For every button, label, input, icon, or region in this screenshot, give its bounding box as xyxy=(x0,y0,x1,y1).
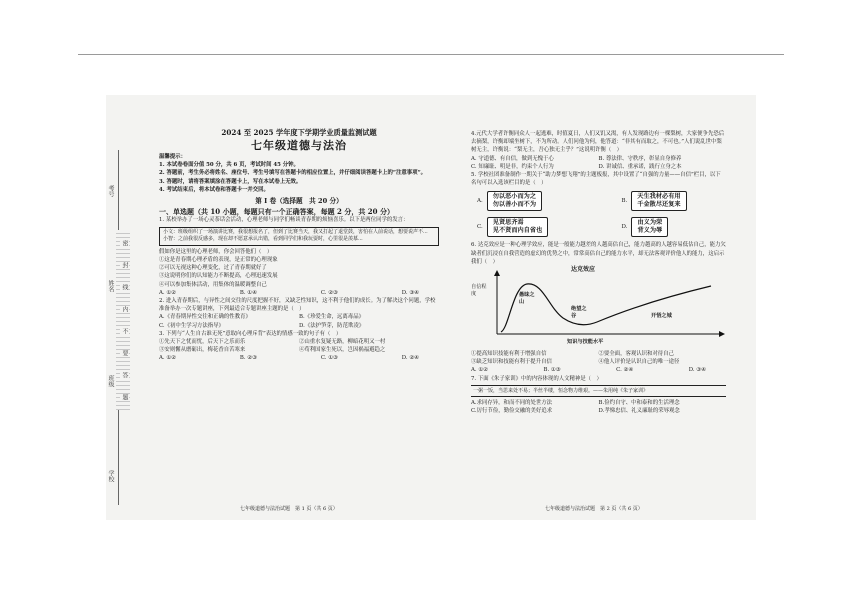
seal-dotted-band xyxy=(116,230,130,410)
q5-option-a xyxy=(477,191,582,211)
valley-label: 绝望之谷 xyxy=(571,306,587,320)
quote-line: 见不贤而内自省也 xyxy=(492,227,543,235)
option-letter: A. xyxy=(477,198,483,205)
option: C. ①③ xyxy=(320,355,338,362)
q3-item: ③安则懈从磨砺出，梅花香自苦寒来 xyxy=(159,347,246,354)
note-line: 2. 答题前，考生务必将姓名、座位号、考生号填写在答题卡的相应位置上，并仔细阅读答题卡上的“注意事项”。 xyxy=(159,170,427,177)
q4-options-row xyxy=(471,163,726,171)
option: C. ②④ xyxy=(616,367,634,374)
q6-items-row xyxy=(471,358,726,366)
q7-options-row xyxy=(471,399,726,407)
option: A.《青春期异性交往和正确的性教育》 xyxy=(159,314,251,321)
exam-title: 2024 至 2025 学年度下学期学业质量监测试题 xyxy=(221,128,377,137)
option: B. ①④ xyxy=(239,289,257,296)
q3-item: ②山重水复疑无路，柳暗花明又一村 xyxy=(299,339,386,346)
quote-scroll xyxy=(487,217,549,237)
graph-x-label: 知识与技能水平 xyxy=(567,339,604,346)
option: D.《法护笋芽，防范欺凌》 xyxy=(299,322,365,329)
option: A. ①② xyxy=(471,367,488,374)
q1-ask: 假如你是这里的心理老师，你会回答他们（ ） xyxy=(159,248,273,255)
seal-char: 答 xyxy=(121,372,128,378)
q6-items-row xyxy=(471,350,726,358)
y-arrow xyxy=(494,270,500,276)
quote-line: 千金散尽还复来 xyxy=(637,201,681,209)
seal-char: 内 xyxy=(121,306,128,312)
question-6: 6. 达克效应是一种心理学效应，能是一般能力越差的人越高估自己，能力越高的人越容易低估自己，能力欠缺者们沉浸在自我营造的虚幻的优势之中，常常高估自己的能力水平，却无法客观评价他人的能力，这启示我们（ ） xyxy=(471,242,726,265)
q6-item: ①提高知识技能有利于增强自信 xyxy=(471,351,547,358)
question-7: 7. 下面《朱子家训》中的内容体现的人文精神是（ ） xyxy=(471,375,602,382)
option: A. ①② xyxy=(159,289,176,296)
class-label: 班级 xyxy=(107,375,114,387)
question-1: 1. 某校举办了一场心灵茶话会活动，心理老师与同学们畅谈青春期的烦恼喜乐。以下是两位同学的发言： xyxy=(159,217,409,224)
option: D. ③④ xyxy=(688,367,706,374)
option: B. 尊法律、守秩序，彰显自身修养 xyxy=(598,155,682,162)
q1-item: ③这说明你们的认知能力不断提高，心理迅速发展 xyxy=(159,273,278,280)
q1-quote: 小智：之前我很反感多，现在却不愿意承认出错，看到同学们和我玩耍时，心里很是羡慕... xyxy=(163,236,363,243)
name-label: 姓名 xyxy=(107,280,114,292)
quote-line: 勿以恶小而为之 xyxy=(492,193,537,201)
q5-quote-options xyxy=(477,191,726,237)
option-letter: C. xyxy=(477,224,483,231)
top-rule xyxy=(78,54,784,55)
q5-option-c xyxy=(477,217,582,237)
slope-label: 开悟之城 xyxy=(651,313,672,320)
quote-line: 背义为辱 xyxy=(637,227,663,235)
note-line: 1. 本试卷卷面分值 50 分，共 6 页，考试时间 45 分钟。 xyxy=(159,162,299,169)
peak-label: 愚昧之山 xyxy=(519,292,535,306)
q3-items-row xyxy=(159,338,439,346)
q1-item: ②可以无视这种心理变化，过了青春期就好了 xyxy=(159,265,267,272)
q6-item: ②要全面，客观认识和对待自己 xyxy=(598,351,674,358)
option: D. 讲诚信、重承诺，践行立身之本 xyxy=(598,163,682,170)
subject-title: 七年级道德与法治 xyxy=(251,139,347,152)
right-page-footer: 七年级道德与法治试题 第 2 页（共 6 页） xyxy=(545,506,643,512)
option-letter: D. xyxy=(621,224,628,231)
notes xyxy=(159,153,439,194)
option: D. ②④ xyxy=(401,355,419,362)
option: D. ③④ xyxy=(401,289,419,296)
school-label: 学校 xyxy=(107,470,114,482)
q7-quote: 一粥一饭，当思来处不易；半丝半缕，恒念物力维艰。——朱用纯《朱子家训》 xyxy=(471,385,726,397)
option-letter: B. xyxy=(621,198,628,205)
option: C.《初中生学习方法指导》 xyxy=(159,322,224,329)
q6-item: ④他人评价是认识自己的唯一途径 xyxy=(598,359,680,366)
seal-char: 封 xyxy=(121,262,128,268)
q1-options xyxy=(159,289,439,297)
q3-item: ①先天下之忧而忧，后天下之乐而乐 xyxy=(159,339,246,346)
q1-quote-box xyxy=(159,227,439,246)
exam-no-label: 考号 xyxy=(107,185,114,197)
q2-options-row xyxy=(159,313,439,321)
quote-line: 见贤思齐焉 xyxy=(492,219,524,227)
section-title: 第 I 卷（选择题 共 20 分） xyxy=(255,197,343,206)
q1-quote: 小文：班级组织了一场演讲比赛，我很想报名了，但到了比赛当天，我又打起了退堂鼓，害怕在人前说话，想要说声不... xyxy=(163,228,428,235)
dunning-kruger-graph xyxy=(471,268,726,348)
seal-char: 线 xyxy=(121,284,128,290)
q6-item: ③缺乏知识和技能有利于提升自信 xyxy=(471,359,552,366)
quote-scroll xyxy=(631,191,686,211)
question-3: 3. 下列与“人生自古谁无死”意取向心理斥背”表达的情感一致的句子有（ ） xyxy=(159,330,342,337)
q3-items-row xyxy=(159,346,439,354)
question-5: 5. 学校社团准备制作一期关于“助力梦想飞翔”的主题板报，其中设置了“自强的力量——自信”栏目，以下名句可以入选该栏目的是（ ） xyxy=(471,172,721,187)
option: A. 守道德、有自信，做到无愧于心 xyxy=(471,155,554,162)
right-page xyxy=(471,130,726,415)
option: A. ①② xyxy=(159,355,176,362)
option: A.求同存异，和而不同的处世方法 xyxy=(471,400,553,407)
seal-char: 题 xyxy=(121,394,128,400)
seal-char: 不 xyxy=(121,328,128,334)
x-arrow xyxy=(719,331,725,337)
q4-options-row xyxy=(471,155,726,163)
option: C.厉行节俭，勤俭交融的美好追求 xyxy=(471,408,553,415)
q3-item: ④苟利国家生死以，岂因祸福避趋之 xyxy=(299,347,386,354)
left-page-footer: 七年级道德与法治试题 第 1 页（共 6 页） xyxy=(240,506,338,512)
quote-scroll xyxy=(487,191,542,211)
option: C. 知廉耻、明是非，约束个人行为 xyxy=(471,163,554,170)
q2-options-row xyxy=(159,322,439,330)
option: B. ①③ xyxy=(543,367,561,374)
option: B. ②③ xyxy=(239,355,257,362)
q6-options xyxy=(471,366,726,374)
quote-line: 勿以善小而不为 xyxy=(492,201,537,209)
quote-line: 由义为荣 xyxy=(637,219,663,227)
q5-option-b xyxy=(622,191,727,211)
graph-svg xyxy=(471,268,726,348)
quote-scroll xyxy=(631,217,668,237)
q5-option-d xyxy=(622,217,727,237)
option: D.孝悌忠信、礼义廉耻的荣辱观念 xyxy=(598,408,680,415)
option: C. ②③ xyxy=(320,289,338,296)
quote-line: 天生我材必有用 xyxy=(637,193,681,201)
question-2: 2. 进入青春期后，与异性之间交往的尺度把握不好，又缺乏性知识，这不利于他们的成长。为了解决这个问题，学校准备举办一次专题讲座，下列最适合专题讲座主题的是（ ） xyxy=(159,298,436,313)
q1-item: ④可以参加集体活动，用集体的温暖调整自己 xyxy=(159,281,267,288)
option: B.俭约自守、中和泰和的生活理念 xyxy=(598,400,680,407)
left-page xyxy=(159,128,439,363)
seal-char: 密 xyxy=(121,240,128,246)
note-line: 3. 答题时，请将答案填涂在答题卡上，写在本试卷上无效。 xyxy=(159,178,302,185)
q1-item: ①这是青春期心理矛盾的表现，是正常的心理现象 xyxy=(159,257,278,264)
note-line: 4. 考试结束后，将本试卷和答题卡一并交回。 xyxy=(159,186,269,193)
q7-options-row xyxy=(471,407,726,415)
q3-options xyxy=(159,354,439,362)
question-4: 4.元代大学者许衡同众人一起逃难，时值夏日，人们又饥又渴，有人发现路边有一棵梨树，大家便争先恐后去摘梨，许衡却端坐树下，不为所动。人们问他为何，他答道：“非其有而取之，不可也。”人们说乱世中梨树无主，许衡说：“梨无主，吾心独无主乎？”这说明许衡（ ） xyxy=(471,131,725,154)
seal-char: 要 xyxy=(121,350,128,356)
option: B.《珍爱生命，远离毒品》 xyxy=(299,314,364,321)
graph-title: 达克效应 xyxy=(571,266,596,274)
note-line: 温馨提示： xyxy=(159,154,186,160)
graph-y-label: 自信程度 xyxy=(471,284,487,298)
part-heading: 一、单选题（共 10 小题，每题只有一个正确答案，每题 2 分，共 20 分） xyxy=(159,207,394,217)
